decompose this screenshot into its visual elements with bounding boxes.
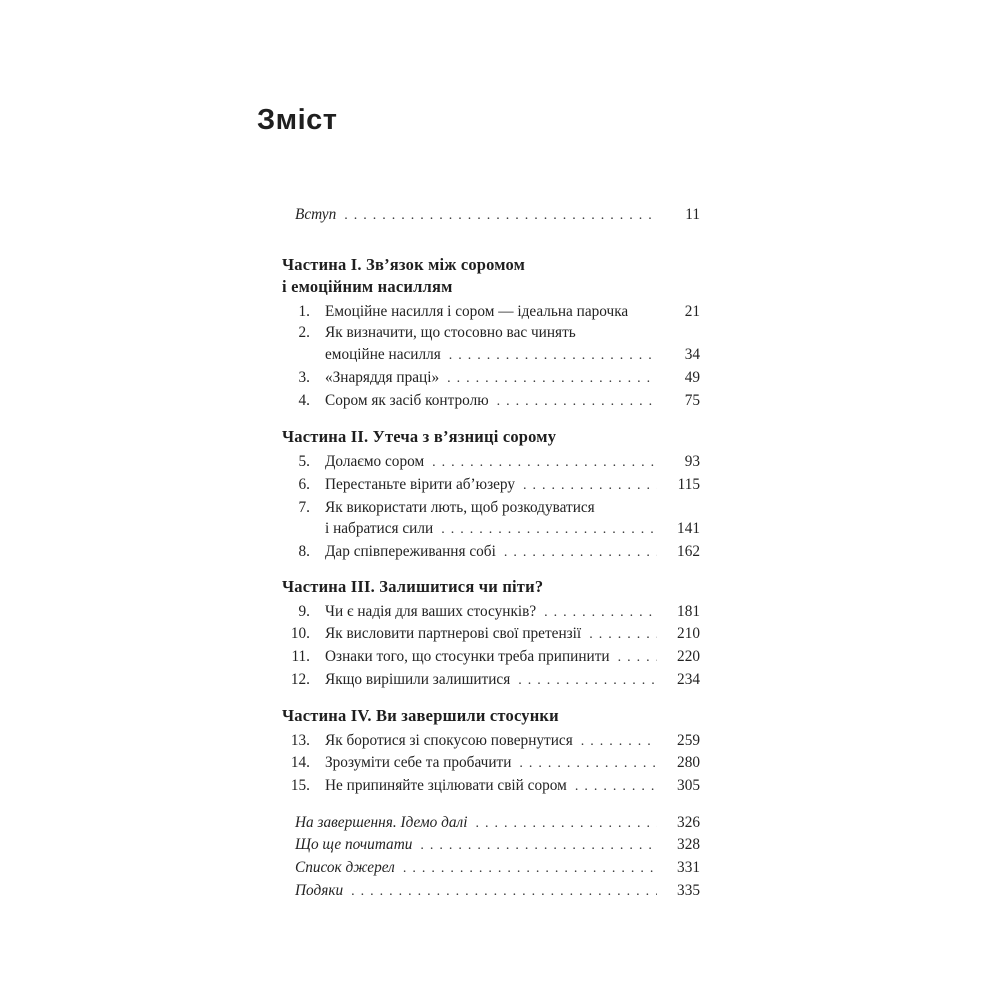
entry-title: Перестаньте вірити аб’юзеру <box>325 475 516 493</box>
entry-number: 11. <box>291 648 310 666</box>
toc-entry <box>282 646 700 669</box>
toc-entry <box>282 775 700 798</box>
dot-leader <box>497 390 657 413</box>
toc-entry <box>282 730 700 753</box>
toc-entry <box>282 669 700 692</box>
entry-number: 4. <box>298 391 310 409</box>
entry-number: 9. <box>298 602 310 620</box>
toc-entry <box>282 623 700 646</box>
section-heading-line: Частина IV. Ви завершили стосунки <box>282 705 559 725</box>
page-title: Зміст <box>257 104 338 136</box>
page-number: 220 <box>677 648 700 666</box>
dot-leader <box>475 812 657 835</box>
dot-leader <box>581 730 657 753</box>
page-number: 141 <box>677 520 700 538</box>
section-heading <box>282 705 700 727</box>
dot-leader <box>618 646 657 669</box>
page-number: 21 <box>684 302 700 320</box>
dot-leader <box>420 834 657 857</box>
entry-title: Не припиняйте зцілювати свій сором <box>325 776 567 794</box>
dot-leader <box>575 775 657 798</box>
section-heading-line: Частина II. Утеча з в’язниці сорому <box>282 427 557 447</box>
toc-entry <box>282 752 700 775</box>
entry-number: 13. <box>290 731 310 749</box>
entry-title: «Знаряддя праці» <box>325 368 440 386</box>
toc-section-4 <box>282 705 700 798</box>
page-number: 331 <box>677 859 700 877</box>
toc-section-3 <box>282 576 700 692</box>
entry-title: Вступ <box>295 206 337 223</box>
toc-entry-backmatter <box>282 880 700 903</box>
entry-title: Подяки <box>295 881 344 899</box>
entry-title-continuation: емоційне насилля <box>325 346 441 364</box>
entry-number: 2. <box>298 324 310 342</box>
page-number: 280 <box>677 754 700 772</box>
toc-entry-backmatter <box>282 857 700 880</box>
dot-leader <box>447 367 657 390</box>
dot-leader <box>432 451 657 474</box>
table-of-contents <box>282 204 700 902</box>
page-number: 93 <box>684 453 700 471</box>
page-number: 328 <box>677 836 700 854</box>
page-number: 11 <box>685 206 700 223</box>
toc-entry <box>282 451 700 474</box>
dot-leader <box>441 518 657 541</box>
toc-entry <box>282 541 700 564</box>
dot-leader <box>589 623 657 646</box>
entry-title: Як боротися зі спокусою повернутися <box>325 731 573 749</box>
dot-leader <box>504 541 657 564</box>
page-number: 162 <box>677 543 700 561</box>
entry-number: 3. <box>298 368 310 386</box>
toc-entry <box>282 367 700 390</box>
page-number: 181 <box>677 602 700 620</box>
dot-leader <box>523 474 657 497</box>
toc-section-2 <box>282 426 700 564</box>
entry-title: На завершення. Ідемо далі <box>295 813 468 831</box>
entry-title: Якщо вирішили залишитися <box>325 670 511 688</box>
toc-entry-intro <box>282 204 700 227</box>
entry-number: 15. <box>290 776 310 794</box>
page-number: 259 <box>677 731 700 749</box>
toc-entry-backmatter <box>282 812 700 835</box>
entry-number: 12. <box>290 670 310 688</box>
section-heading-line: Частина I. Зв’язок між соромом <box>282 254 526 274</box>
dot-leader <box>544 601 657 624</box>
section-heading-line: Частина III. Залишитися чи піти? <box>282 576 544 596</box>
dot-leader <box>403 857 657 880</box>
toc-entry <box>282 390 700 413</box>
dot-leader <box>351 880 657 903</box>
page-number: 234 <box>677 670 700 688</box>
entry-title: Чи є надія для ваших стосунків? <box>325 602 537 620</box>
page-number: 326 <box>677 813 700 831</box>
page-number: 335 <box>677 881 700 899</box>
entry-number: 6. <box>298 475 310 493</box>
entry-title: Що ще почитати <box>295 836 413 854</box>
dot-leader <box>518 669 657 692</box>
entry-title: Список джерел <box>295 859 395 877</box>
toc-entry-backmatter <box>282 834 700 857</box>
section-heading-line: і емоційним насиллям <box>282 276 453 296</box>
dot-leader <box>519 752 657 775</box>
entry-title: Сором як засіб контролю <box>325 391 489 409</box>
entry-number: 14. <box>290 754 310 772</box>
toc-entry <box>282 474 700 497</box>
entry-number: 7. <box>298 498 310 516</box>
section-heading <box>282 576 700 598</box>
entry-title: Як використати лють, щоб розкодуватися <box>325 498 595 516</box>
page-number: 49 <box>684 368 700 386</box>
page-number: 115 <box>677 475 700 493</box>
entry-number: 10. <box>290 625 310 643</box>
toc-entry <box>282 601 700 624</box>
entry-number: 5. <box>298 453 310 471</box>
page-number: 210 <box>677 625 700 643</box>
section-heading <box>282 254 700 298</box>
entry-title-continuation: і набратися сили <box>325 520 434 538</box>
entry-title: Як визначити, що стосовно вас чинять <box>325 324 576 342</box>
entry-title: Емоційне насилля і сором — ідеальна парочка <box>325 302 629 320</box>
entry-title: Зрозуміти себе та пробачити <box>325 754 512 772</box>
section-heading <box>282 426 700 448</box>
entry-title: Як висловити партнерові свої претензії <box>325 625 582 643</box>
toc-entry <box>282 301 700 323</box>
toc-backmatter <box>282 812 700 903</box>
toc-section-1 <box>282 254 700 413</box>
entry-number: 1. <box>298 302 310 320</box>
toc-entry <box>282 497 700 541</box>
toc-entry <box>282 322 700 366</box>
entry-number: 8. <box>298 543 310 561</box>
dot-leader <box>449 344 657 367</box>
dot-leader <box>344 204 657 227</box>
entry-title: Ознаки того, що стосунки треба припинити <box>325 648 610 666</box>
page-number: 75 <box>684 391 700 409</box>
entry-title: Дар співпереживання собі <box>325 543 496 561</box>
page-number: 34 <box>684 346 700 364</box>
entry-title: Долаємо сором <box>325 453 425 471</box>
page-number: 305 <box>677 776 700 794</box>
